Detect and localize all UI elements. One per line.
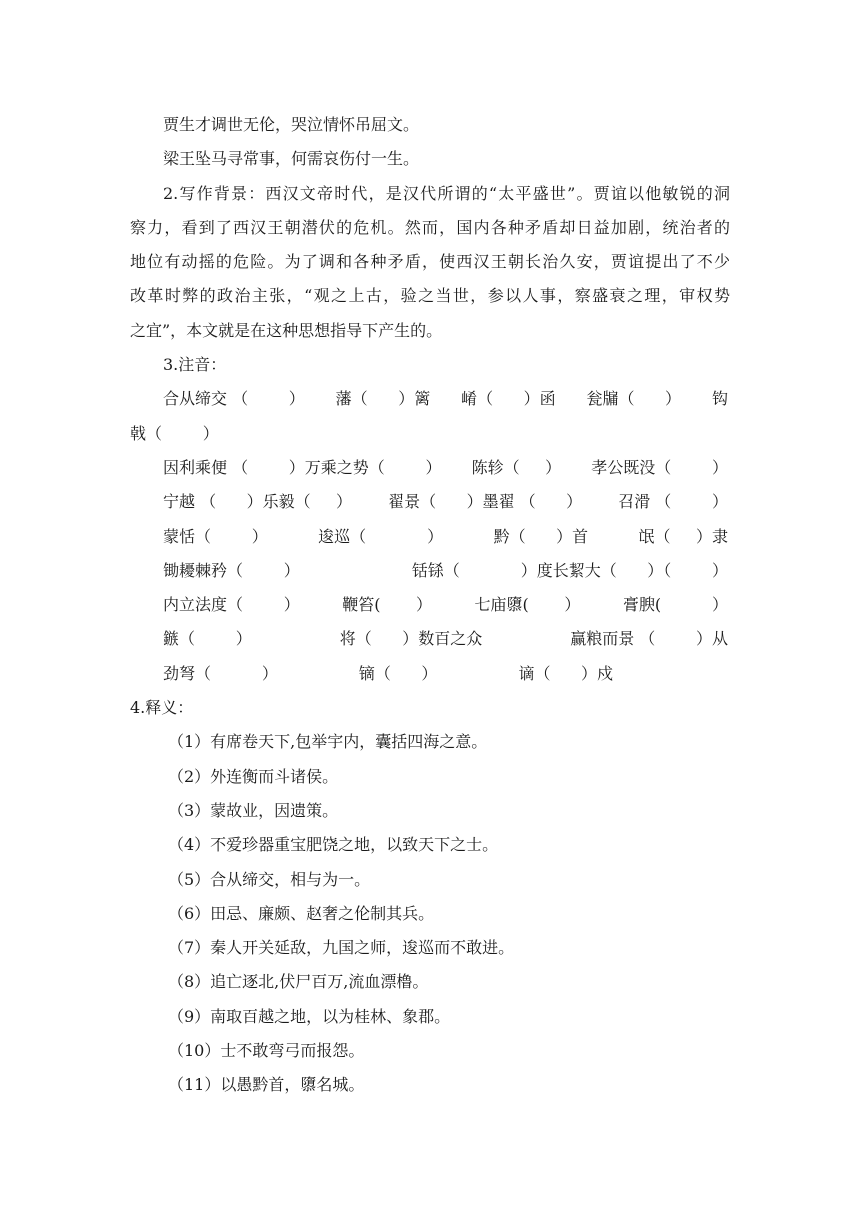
explanation-item: （9）南取百越之地，以为桂林、象郡。: [168, 1006, 451, 1026]
pronunciation-row: 戟（ ）: [130, 423, 219, 443]
explanation-item: （3）蒙故业，因遗策。: [168, 800, 339, 820]
explanation-item: （5）合从缔交，相与为一。: [168, 869, 371, 889]
pronunciation-row: 内立法度（ ） 鞭笞( ） 七庙隳( ） 膏腴( ）: [163, 595, 728, 615]
background-line: 改革时弊的政治主张，“观之上古，验之当世，参以人事，察盛衰之理，审权势: [130, 286, 730, 306]
explanation-item: （8）追亡逐北,伏尸百万,流血漂橹。: [168, 972, 429, 992]
background-line: 2.写作背景：西汉文帝时代，是汉代所谓的“太平盛世”。贾谊以他敏锐的洞: [163, 183, 730, 203]
explanation-item: （10）士不敢弯弓而报怨。: [168, 1041, 365, 1061]
explanation-item: （6）田忌、廉颇、赵奢之伦制其兵。: [168, 903, 435, 923]
pronunciation-row: 合从缔交 （ ） 藩（ ）篱 崤（ ）函 瓮牖（ ） 钩: [163, 389, 728, 409]
poem-line: 贾生才调世无伦，哭泣情怀吊屈文。: [163, 115, 420, 134]
pronunciation-list: [130, 382, 730, 416]
explanation-item: （7）秦人开关延敌，九国之师，逡巡而不敢进。: [168, 938, 515, 958]
pronunciation-row: 劲弩（ ） 镝（ ） 谪（ ）戍: [163, 663, 613, 683]
explanation-list: [130, 725, 730, 1102]
explanation-item: （11）以愚黔首，隳名城。: [168, 1075, 365, 1095]
pronunciation-row: 鏃（ ） 将（ ）数百之众 赢粮而景 （ ）从: [163, 629, 728, 649]
pronunciation-row: 因利乘便 （ ）万乘之势（ ） 陈轸（ ） 孝公既没（ ）: [163, 457, 728, 477]
explanation-item: （2）外连衡而斗诸侯。: [168, 766, 339, 786]
explanation-heading: 4.释义：: [130, 698, 194, 718]
background-line: 地位有动摇的危险。为了调和各种矛盾，使西汉王朝长治久安，贾谊提出了不少: [130, 252, 730, 272]
pronunciation-row: 蒙恬（ ） 逡巡（ ） 黔（ ）首 氓（ ）隶: [163, 526, 728, 546]
pronunciation-row: 锄耰棘矜（ ） 铦铩（ ）度长絜大（ ）（ ）: [163, 560, 728, 580]
background-line: 察力，看到了西汉王朝潜伏的危机。然而，国内各种矛盾却日益加剧，统治者的: [130, 217, 730, 237]
poem-line: 梁王坠马寻常事，何需哀伤付一生。: [163, 149, 420, 169]
background-line: 之宜”，本文就是在这种思想指导下产生的。: [130, 320, 443, 340]
pronunciation-heading: 3.注音：: [163, 355, 227, 375]
explanation-item: （4）不爱珍器重宝肥饶之地，以致天下之士。: [168, 835, 499, 855]
pronunciation-row: 宁越 （ ）乐毅（ ） 翟景（ ）墨翟 （ ） 召滑 （ ）: [163, 492, 728, 512]
document-page: [130, 108, 730, 1103]
explanation-item: （1）有席卷天下,包举宇内，囊括四海之意。: [168, 732, 488, 752]
pronunciation-list: [130, 451, 730, 691]
